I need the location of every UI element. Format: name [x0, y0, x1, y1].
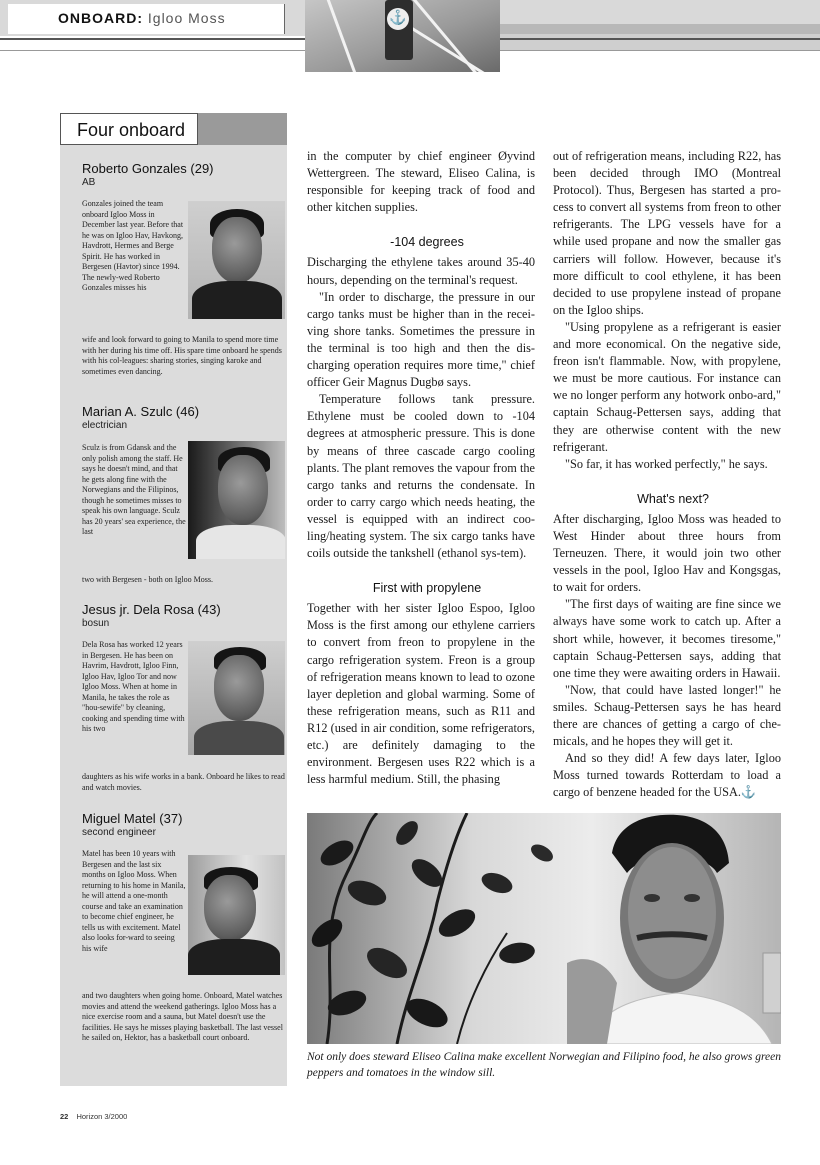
crew-profile: [82, 602, 287, 629]
paragraph: "Now, that could have lasted longer!" he smiles. Schaug-Pettersen says he has heard there are chances of getting a cargo of che-micals, and he hopes they will get it.: [553, 682, 781, 749]
crew-bio: Sculz is from Gdansk and the only polish among the staff. He says he doesn't mind, and that he gets along fine with the Norwegians and the Filipinos, though he sometimes misses to speak his own language. Sculz has 20 years' sea experience, the last: [82, 443, 186, 536]
subheading: What's next?: [637, 491, 709, 506]
crew-bio: daughters as his wife works in a bank. Onboard he likes to read and watch movies.: [82, 772, 285, 792]
paragraph: "The first days of waiting are fine since we always have some work to catch up. After a short while, however, it becomes tiresome," captain Schaug-Pettersen says, adding that one time they were awaiting orders in Hawaii.: [553, 597, 781, 680]
paragraph-text: And so they did! A few days later, Igloo Moss turned towards Rotterdam to load a cargo of benzene headed for the USA.: [553, 751, 781, 800]
steward-figure: [567, 813, 781, 1044]
paragraph: in the computer by chief engineer Øyvind Wettergreen. The steward, Eliseo Calina, is responsible for keeping track of food and other kitchen supplies.: [307, 149, 535, 215]
crew-bio: Gonzales joined the team onboard Igloo Moss in December last year. Before that he was on Igloo Hav, Havkong, Havdrott, Hermes and Berge Spirit. He has worked in Bergesen (Havtor) since 1994. The newly-wed Roberto Gonzales misses his: [82, 199, 184, 292]
company-logo-icon: ⚓: [387, 8, 409, 30]
paragraph: Temperature follows tank pressure. Ethylene must be cooled down to -104 degrees at atmospheric pressure. This is done by means of three cascade cargo cooling plants. The plant removes the vapour from the cargo tanks and returns the condensate. In order to carry cargo which needs heating, the vessel is equipped with an indirect coo-ling/heating system. The six cargo tanks have coils outside the tankshell (ethanol sys-tem).: [307, 392, 535, 561]
crew-role: second engineer: [82, 827, 156, 838]
crew-portrait: [188, 201, 285, 319]
paragraph: "So far, it has worked perfectly," he says.: [565, 456, 768, 471]
article-column-2: [553, 148, 781, 801]
section-label: [58, 10, 226, 26]
end-mark-icon: ⚓: [740, 785, 757, 800]
steward-photo: [307, 813, 781, 1044]
article-column-1: [307, 148, 535, 788]
subheading: -104 degrees: [390, 235, 464, 250]
paragraph: [553, 750, 781, 801]
crew-profile: [82, 811, 287, 838]
header-photo: [305, 0, 500, 72]
crew-profile: [82, 404, 287, 431]
sidebar-title-bar: [198, 113, 287, 145]
section-name: ONBOARD:: [58, 10, 143, 26]
photo-caption: Not only does steward Eliseo Calina make excellent Norwegian and Filipino food, he also grows green peppers and tomatoes in the window sill.: [307, 1051, 782, 1079]
paragraph: "Using propylene as a refrigerant is easier and more economical. On the negative side, freon isn't flammable. Now, with propylene, we must be more cautious. For instance can we no longer perform any hotwork onbo-ard," captain Schaug-Pettersen says, adding that they are otherwise content with the new refrigerant.: [553, 319, 781, 454]
paragraph: "In order to discharge, the pressure in our cargo tanks must be higher than in the recei-ving shore tanks. Sometimes the pressure in the terminal is too high and then the dis-charging operation requires more time," chief officer Geir Magnus Dugbø says.: [307, 289, 535, 390]
crew-role: bosun: [82, 618, 110, 629]
crew-sidebar: [60, 113, 287, 1086]
crew-name: Miguel Matel (37): [82, 811, 183, 826]
sidebar-title: Four onboard: [60, 113, 198, 145]
crew-name: Roberto Gonzales (29): [82, 161, 214, 176]
page-footer: [60, 1112, 127, 1121]
crew-bio: Matel has been 10 years with Bergesen and the last six months on Igloo Moss. When returning to his home in Manila, he will attend a one-month course and take an examination to become chief engineer, he tells us with excitement. Matel also looks for-ward to seeing his wife: [82, 849, 186, 953]
page-number: 22: [60, 1112, 69, 1121]
crew-bio: wife and look forward to going to Manila to spend more time with her during his time off. His spare time onboard he spends with his col-leagues: sharing stories, singing karoke and sometimes even dancing.: [82, 335, 282, 376]
crew-portrait: [188, 441, 285, 559]
crew-bio: Dela Rosa has worked 12 years in Bergesen. He has been on Havrim, Havdrott, Igloo Finn, Igloo Hav, Igloo Tor and now Igloo Moss. When at home in Manila, he takes the role as "hou-sewife" by cleaning, cooking and spending time with his two: [82, 640, 185, 733]
crew-bio: two with Bergesen - both on Igloo Moss.: [82, 575, 213, 584]
crew-name: Jesus jr. Dela Rosa (43): [82, 602, 221, 617]
paragraph: out of refrigeration means, including R22, has been decided through IMO (Montreal Protocol). Thus, Bergesen has started a pro-cess to convert all systems from freon to other refrigerants. The LPG vessels have for a while used propane and now the smaller gas carriers will follow. However, because it's more difficult to cool ethylene, it has been decided to use propylene instead of propane on the Igloo ships.: [553, 149, 781, 317]
header-rule: [500, 34, 820, 50]
crew-role: AB: [82, 177, 96, 188]
crew-name: Marian A. Szulc (46): [82, 404, 200, 419]
crew-bio: and two daughters when going home. Onboard, Matel watches movies and attend the weekend gatherings. Igloo Moss has a nice exercise room and a sauna, but Matel doesn't use the facilities. He says he misses playing basketball. The last vessel he sailed on, Hektor, has a basketball court onboard.: [82, 991, 283, 1042]
section-title: Igloo Moss: [147, 10, 226, 26]
paragraph: Together with her sister Igloo Espoo, Igloo Moss is the first among our ethylene carriers to convert from freon to propylene in the cargo refrigeration system. Freon is a group of refrigeration means known to lead to ozone layer depletion and global warming. Some of these refrigeration means, such as R11 and R12 (used in air condition, some refrigerators, etc.) are definitely damaging to the environment. Bergesen uses R22 which is a less harmful medium. Still, the phasing: [307, 601, 535, 787]
paragraph: After discharging, Igloo Moss was headed to West Hinder about three hours from Terneuzen. There, it would join two other vessels in the pool, Igloo Hav and Kongsgas, to wait for orders.: [553, 511, 781, 595]
plant-illustration: [307, 813, 567, 1044]
crew-portrait: [188, 641, 285, 755]
crew-profile: [82, 161, 287, 188]
magazine-issue: Horizon 3/2000: [76, 1112, 128, 1121]
crew-portrait: [188, 855, 285, 975]
crew-role: electrician: [82, 420, 128, 431]
subheading: First with propylene: [372, 581, 482, 596]
header-rule: [500, 24, 820, 34]
paragraph: Discharging the ethylene takes around 35-40 hours, depending on the terminal's request.: [307, 255, 535, 287]
